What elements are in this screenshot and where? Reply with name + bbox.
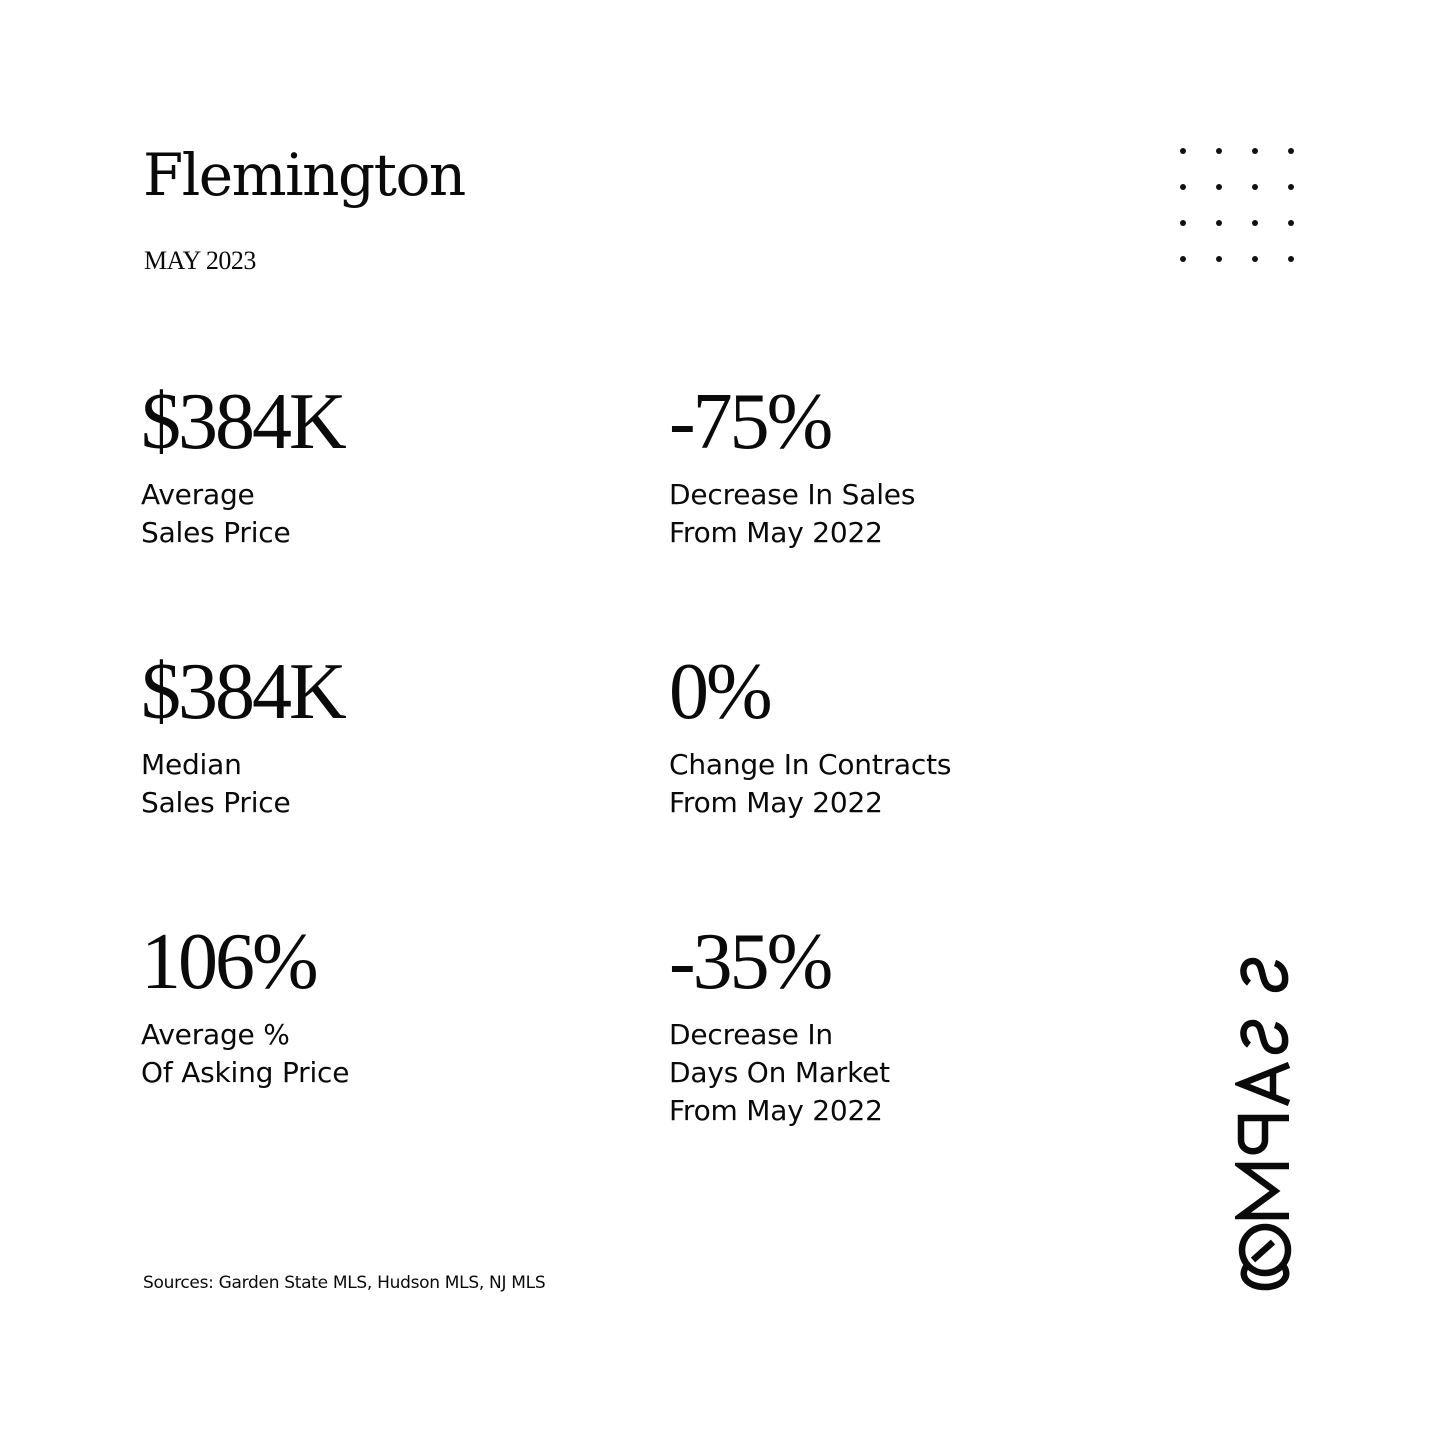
- stat-label-line: From May 2022: [669, 1094, 883, 1127]
- stat-label-line: Sales Price: [141, 516, 291, 549]
- stat-contracts-change: [669, 648, 952, 822]
- stat-label: [141, 476, 344, 552]
- stat-label-line: Of Asking Price: [141, 1056, 350, 1089]
- stat-label-line: From May 2022: [669, 516, 883, 549]
- stat-label: [141, 746, 344, 822]
- stat-label-line: Decrease In Sales: [669, 478, 916, 511]
- stat-label: [669, 746, 951, 822]
- stat-label: [141, 1016, 349, 1092]
- stat-label-line: Average %: [141, 1018, 290, 1051]
- page-title: Flemington: [143, 141, 465, 209]
- stat-value: $384K: [141, 378, 344, 466]
- compass-logo: [1235, 955, 1295, 1295]
- stat-label-line: Sales Price: [141, 786, 291, 819]
- stat-label-line: From May 2022: [669, 786, 883, 819]
- stat-value: 0%: [669, 648, 770, 736]
- stat-label: [669, 1016, 890, 1130]
- stat-value: $384K: [141, 648, 344, 736]
- stat-sales-change: [669, 378, 916, 552]
- stat-percent-of-asking: [141, 918, 350, 1092]
- stat-days-on-market-change: [669, 918, 890, 1130]
- stat-label-line: Average: [141, 478, 255, 511]
- stat-label-line: Days On Market: [669, 1056, 890, 1089]
- sources-footnote: Sources: Garden State MLS, Hudson MLS, NJ MLS: [143, 1273, 546, 1293]
- stat-value: -75%: [669, 378, 831, 466]
- stat-label-line: Change In Contracts: [669, 748, 952, 781]
- report-period: MAY 2023: [144, 246, 256, 275]
- stat-label-line: Median: [141, 748, 242, 781]
- dot-grid-decoration: [1172, 142, 1300, 268]
- stat-label: [669, 476, 915, 552]
- stat-average-sales-price: [141, 378, 344, 552]
- stat-median-sales-price: [141, 648, 344, 822]
- stat-value: -35%: [669, 918, 831, 1006]
- stat-label-line: Decrease In: [669, 1018, 833, 1051]
- stat-value: 106%: [141, 918, 316, 1006]
